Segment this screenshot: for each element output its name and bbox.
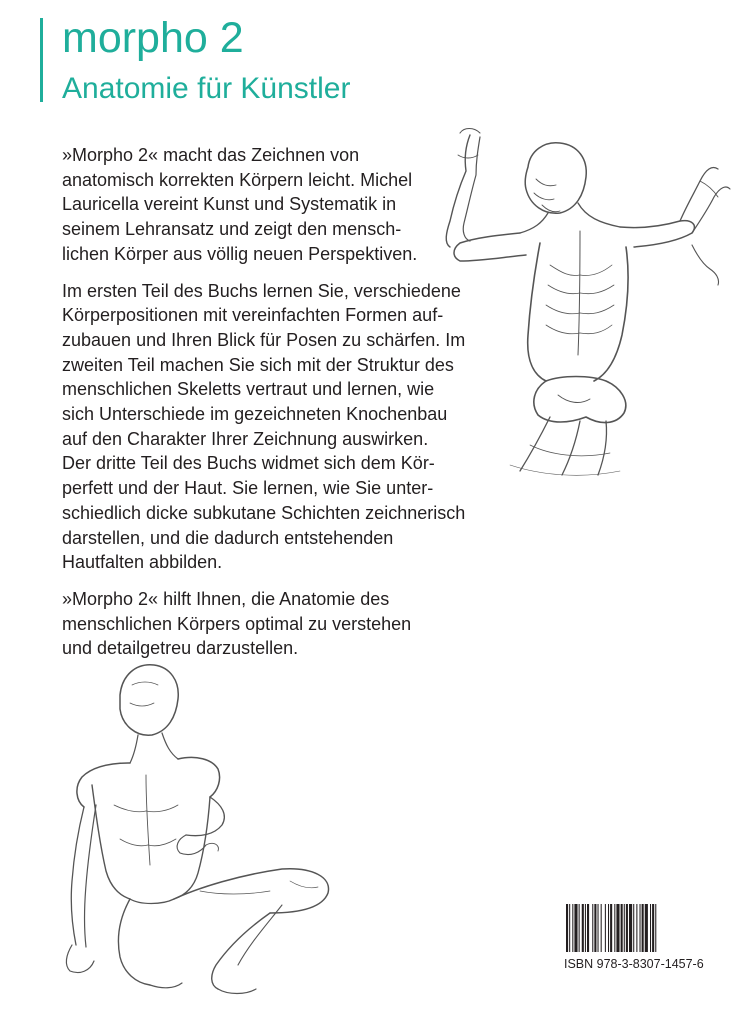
barcode-graphic [566,904,696,952]
barcode-bar [633,904,634,952]
blurb-text [62,143,487,673]
text-line: zubauen und Ihren Blick für Posen zu schärfen. Im [62,329,466,350]
text-line [62,587,487,612]
barcode-bar [605,904,606,952]
title-accent-bar [40,18,43,102]
barcode-bar [642,904,644,952]
barcode-bar [585,904,586,952]
text-line: darstellen, und die dadurch entstehenden [62,527,394,548]
text-line: schiedlich dicke subkutane Schichten zeichnerisch [62,502,466,523]
barcode-bar [636,904,637,952]
text-line: menschlichen Skeletts vertraut und lernen, wie [62,379,435,400]
text-line: Lauricella vereint Kunst und Systematik in [62,194,397,215]
anatomy-sketch-squatting-figure [50,655,360,1000]
barcode-bar [579,904,580,952]
barcode-bar [582,904,584,952]
book-title: morpho 2 [62,14,244,62]
barcode-bar [592,904,593,952]
barcode-bar [626,904,628,952]
text-line-part: macht das Zeichnen von [158,145,360,165]
book-name-lead: »Morpho 2« [62,145,159,165]
isbn-number: ISBN 978-3-8307-1457-6 [564,957,704,971]
barcode-bar [566,904,568,952]
barcode-bar [614,904,615,952]
text-line: perfett und der Haut. Sie lernen, wie Sie unter- [62,478,434,499]
text-line: sich Unterschiede im gezeichneten Knochenbau [62,404,448,425]
barcode-bar [608,904,609,952]
blurb-paragraph-2 [62,279,487,575]
blurb-paragraph-1 [62,143,487,267]
barcode-bar [594,904,596,952]
text-line [62,143,487,168]
text-line: seinem Lehransatz und zeigt den mensch- [62,219,402,240]
barcode-bar [598,904,599,952]
isbn-barcode-block [560,900,704,980]
barcode-bar [574,904,577,952]
book-subtitle: Anatomie für Künstler [62,72,351,105]
text-line: und detailgetreu darzustellen. [62,638,299,659]
barcode-bar [569,904,570,952]
barcode-bar [601,904,602,952]
text-line: auf den Charakter Ihrer Zeichnung auswirken. [62,428,429,449]
barcode-bar [587,904,589,952]
anatomy-sketch-back-view [430,125,735,485]
barcode-bar [652,904,654,952]
barcode-bar [572,904,573,952]
text-line: Im ersten Teil des Buchs lernen Sie, verschiedene [62,280,461,301]
barcode-bar [629,904,632,952]
text-line: zweiten Teil machen Sie sich mit der Struktur des [62,354,454,375]
barcode-bar [640,904,641,952]
book-name-lead: »Morpho 2« [62,588,159,609]
barcode-bar [621,904,623,952]
text-line: Hautfalten abbilden. [62,552,223,573]
barcode-bar [610,904,612,952]
text-line: Der dritte Teil des Buchs widmet sich dem Kör- [62,453,435,474]
barcode-bar [645,904,648,952]
barcode-bar [624,904,625,952]
text-line: Körperpositionen mit vereinfachten Formen auf- [62,305,444,326]
barcode-bar [655,904,656,952]
text-line: menschlichen Körpers optimal zu verstehen [62,613,412,634]
barcode-bar [650,904,651,952]
text-line: lichen Körper aus völlig neuen Perspektiven. [62,243,418,264]
barcode-bar [616,904,619,952]
text-line: anatomisch korrekten Körpern leicht. Michel [62,169,413,190]
blurb-paragraph-3 [62,587,487,661]
text-line-part: hilft Ihnen, die Anatomie des [158,588,390,609]
